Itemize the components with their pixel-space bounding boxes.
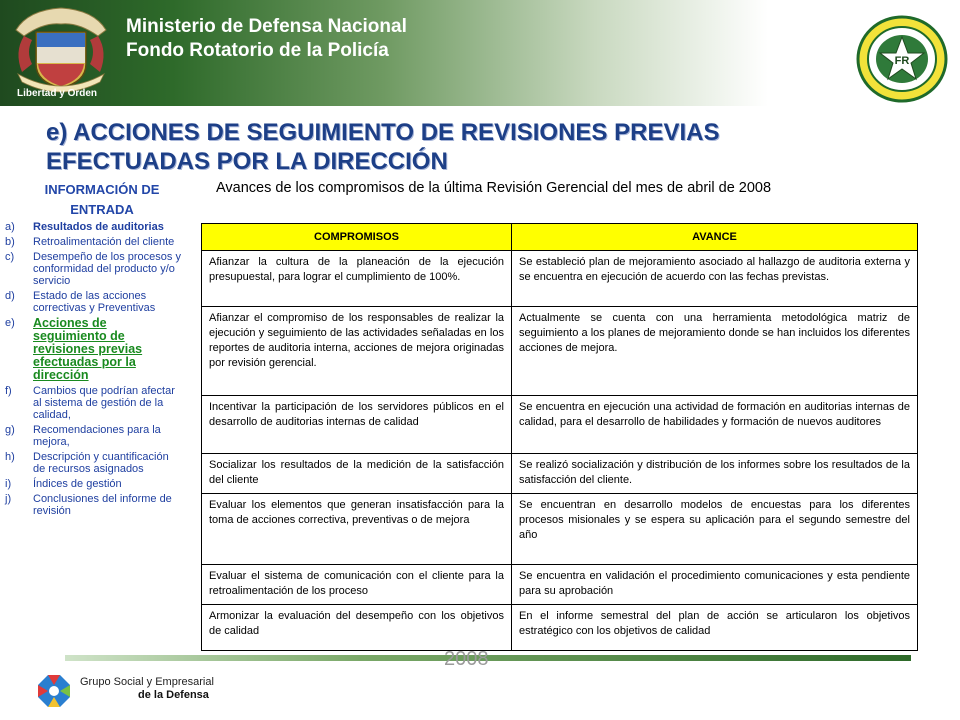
sidebar-item-label: Descripción y cuantificación de recursos asignados [33, 451, 169, 475]
sidebar-item-label: Acciones de seguimiento de revisiones previas efectuadas por la dirección [33, 316, 143, 382]
coat-of-arms-icon [8, 2, 114, 102]
footer-year: 2008 [444, 648, 489, 670]
intro-text: Avances de los compromisos de la última Revisión Gerencial del mes de abril de 2008 [216, 180, 772, 196]
cell-compromiso: Afianzar el compromiso de los responsables de realizar la ejecución y seguimiento de las actividades señaladas en los reportes de auditoria interna, acciones de mejora originadas por revisión gerencial. [202, 307, 512, 396]
group-name-line2: de la Defensa [138, 689, 209, 701]
table-row [202, 494, 918, 565]
table-row [202, 605, 918, 651]
table-row [202, 307, 918, 396]
page-title: e) ACCIONES DE SEGUIMIENTO DE REVISIONES PREVIAS EFECTUADAS POR LA DIRECCIÓN [46, 119, 720, 175]
cell-compromiso: Evaluar los elementos que generan insatisfacción para la toma de acciones correctiva, preventivas o de mejora [202, 494, 512, 565]
sidebar-item-g [5, 424, 183, 448]
table-row [202, 565, 918, 605]
ministry-title-line1: Ministerio de Defensa Nacional [126, 16, 407, 37]
cell-compromiso: Evaluar el sistema de comunicación con el cliente para la retroalimentación de los proceso [202, 565, 512, 605]
sidebar-item-marker: h) [5, 451, 15, 463]
cell-compromiso: Armonizar la evaluación del desempeño con los objetivos de calidad [202, 605, 512, 651]
sidebar-item-label: Recomendaciones para la mejora, [33, 424, 161, 448]
sidebar-item-marker: i) [5, 478, 12, 490]
sidebar-item-f [5, 385, 183, 421]
cell-avance: Se encuentra en ejecución una actividad de formación en auditorias internas de calidad, para el desarrollo de habilidades y formación de nuevos auditores [512, 396, 918, 454]
cell-compromiso: Socializar los resultados de la medición de la satisfacción del cliente [202, 454, 512, 494]
sidebar-list [5, 221, 183, 520]
table-row [202, 396, 918, 454]
cell-compromiso: Incentivar la participación de los servidores públicos en el desarrollo de auditorias internas de calidad [202, 396, 512, 454]
cell-avance: Se encuentran en desarrollo modelos de encuestas para los diferentes procesos misionales y se espera su aplicación para el segundo semestre del año [512, 494, 918, 565]
sidebar-item-d [5, 290, 183, 314]
ministry-title [126, 15, 407, 63]
cell-compromiso: Afianzar la cultura de la planeación de la ejecución presupuestal, para lograr el cumplimiento de 100%. [202, 251, 512, 307]
cell-avance: Se realizó socialización y distribución de los informes sobre los resultados de la satisfacción del cliente. [512, 454, 918, 494]
police-fund-seal-icon [856, 15, 948, 103]
sidebar-item-marker: c) [5, 251, 15, 263]
sidebar-item-label: Retroalimentación del cliente [33, 236, 175, 248]
sidebar-item-a [5, 221, 183, 233]
ministry-title-line2: Fondo Rotatorio de la Policía [126, 40, 389, 61]
sidebar-item-c [5, 251, 183, 287]
table-header-row [202, 224, 918, 251]
column-header-avance: AVANCE [512, 224, 918, 251]
sidebar-item-marker: a) [5, 221, 15, 233]
group-logo-icon [34, 671, 74, 711]
table-row [202, 454, 918, 494]
sidebar-item-marker: g) [5, 424, 15, 436]
table-row [202, 251, 918, 307]
group-name-line1: Grupo Social y Empresarial [80, 676, 214, 688]
sidebar-item-label: Conclusiones del informe de revisión [33, 493, 172, 517]
sidebar-item-label: Cambios que podrían afectar al sistema de gestión de la calidad, [33, 385, 175, 421]
sidebar-item-i [5, 478, 183, 490]
sidebar-item-marker: j) [5, 493, 12, 505]
sidebar-item-label: Resultados de auditorias [33, 221, 164, 233]
cell-avance: En el informe semestral del plan de acción se articularon los objetivos estratégico con los objetivos de calidad [512, 605, 918, 651]
column-header-compromisos: COMPROMISOS [202, 224, 512, 251]
cell-avance: Se estableció plan de mejoramiento asociado al hallazgo de auditoria externa y se encuentra en ejecución de acuerdo con las fechas previstas. [512, 251, 918, 307]
sidebar-item-j [5, 493, 183, 517]
cell-avance: Se encuentra en validación el procedimiento comunicaciones y esta pendiente para su aprobación [512, 565, 918, 605]
sidebar-item-marker: d) [5, 290, 15, 302]
sidebar-item-e-current [5, 317, 183, 382]
sidebar-item-label: Índices de gestión [33, 478, 122, 490]
sidebar-item-label: Desempeño de los procesos y conformidad del producto y/o servicio [33, 251, 181, 287]
header-banner [0, 0, 960, 106]
sidebar-item-h [5, 451, 183, 475]
sidebar-item-marker: b) [5, 236, 15, 248]
sidebar-title: INFORMACIÓN DE ENTRADA [44, 182, 160, 217]
sidebar-item-marker: f) [5, 385, 12, 397]
sidebar-item-label: Estado de las acciones correctivas y Preventivas [33, 290, 156, 314]
motto-text: Libertad y Orden [17, 88, 98, 99]
cell-avance: Actualmente se cuenta con una herramienta metodológica matriz de seguimiento a los planes de mejoramiento donde se han incluidos los diferentes acciones de mejora. [512, 307, 918, 396]
sidebar-item-marker: e) [5, 317, 15, 329]
commitments-table [201, 223, 918, 651]
seal-label: FR [894, 55, 910, 67]
sidebar-item-b [5, 236, 183, 248]
